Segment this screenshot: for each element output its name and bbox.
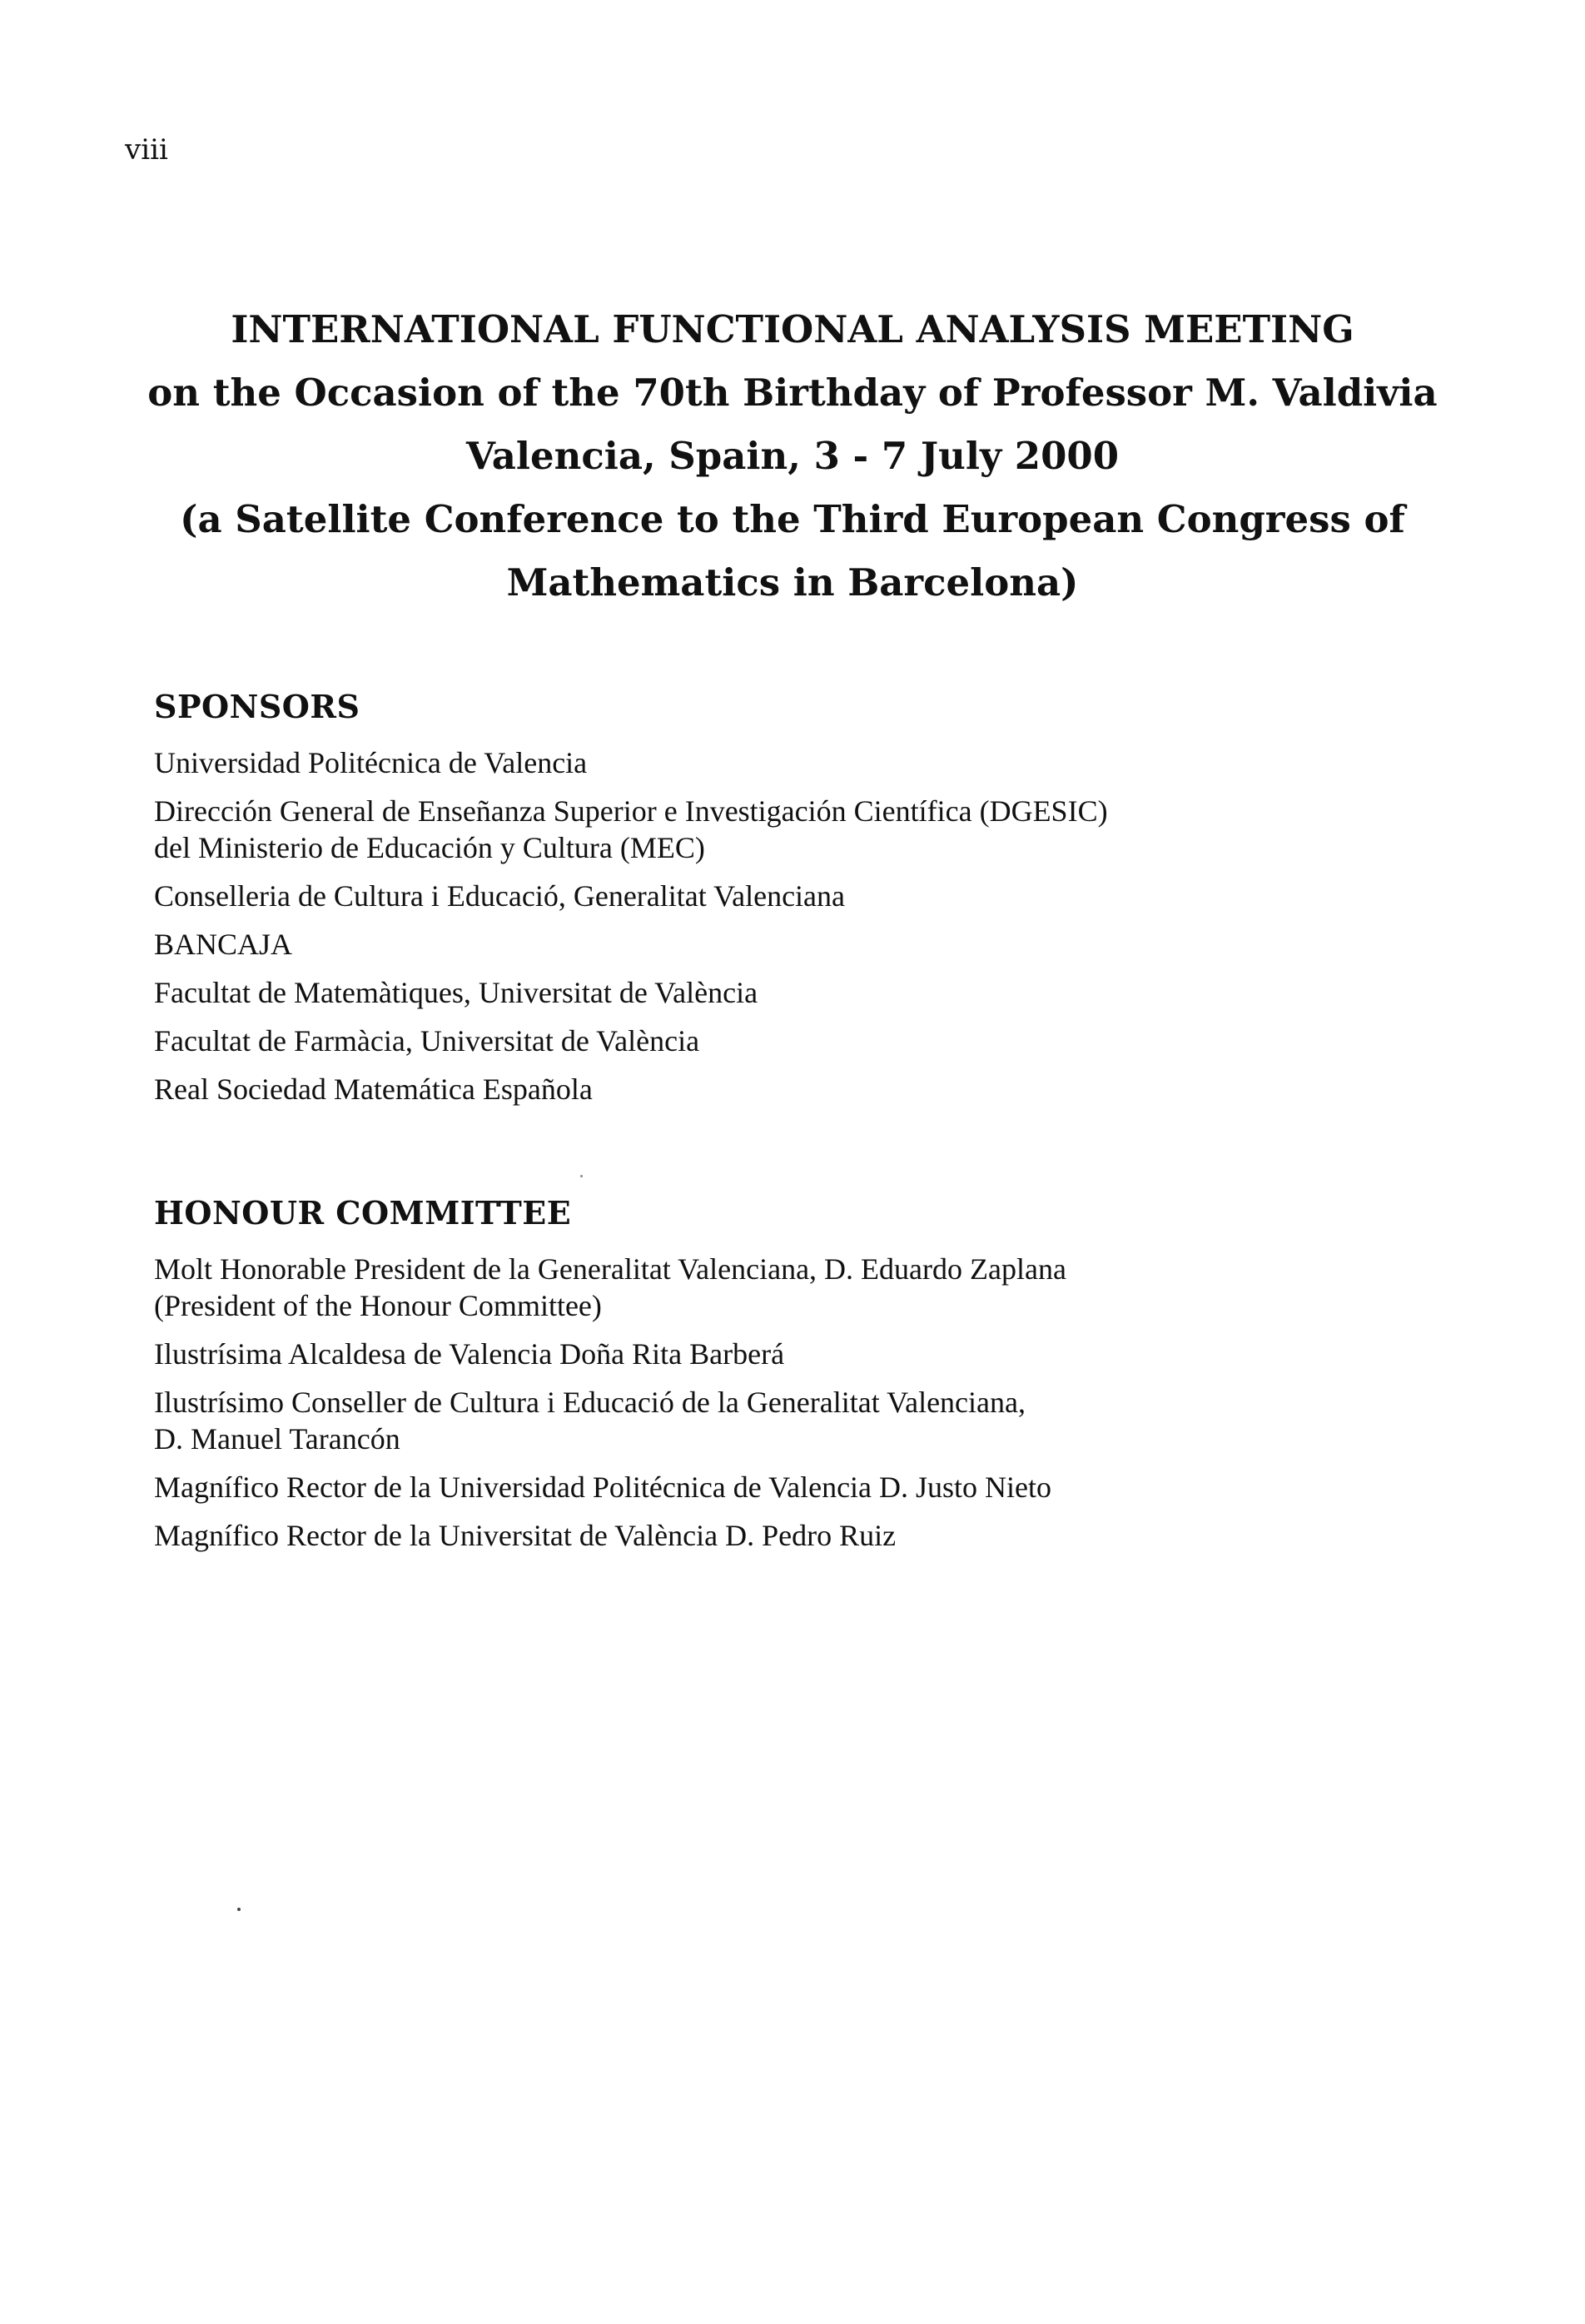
conference-title: INTERNATIONAL FUNCTIONAL ANALYSIS MEETING xyxy=(231,307,1354,351)
committee-member: Molt Honorable President de la Generalitat Valenciana, D. Eduardo Zaplana (President of the Honour Committee) xyxy=(154,1252,1066,1322)
sponsor-item: Conselleria de Cultura i Educació, Generalitat Valenciana xyxy=(154,879,846,913)
page-number: viii xyxy=(125,133,168,167)
honour-committee-section xyxy=(154,1191,1486,1565)
scan-speck xyxy=(237,1908,241,1911)
committee-member: Magnífico Rector de la Universitat de València D. Pedro Ruiz xyxy=(154,1519,897,1552)
conference-satellite-note-line1: (a Satellite Conference to the Third European Congress of xyxy=(180,497,1405,541)
conference-satellite-note-line2: Mathematics in Barcelona) xyxy=(506,560,1079,605)
conference-place-date: Valencia, Spain, 3 - 7 July 2000 xyxy=(465,434,1120,478)
conference-title-block xyxy=(83,298,1502,615)
committee-member: Ilustrísima Alcaldesa de Valencia Doña Rita Barberá xyxy=(154,1337,785,1371)
sponsor-item: BANCAJA xyxy=(154,928,293,961)
honour-committee-heading: HONOUR COMMITTEE xyxy=(154,1194,572,1232)
committee-member: Magnífico Rector de la Universidad Politécnica de Valencia D. Justo Nieto xyxy=(154,1471,1052,1504)
sponsor-item: Real Sociedad Matemática Española xyxy=(154,1072,593,1106)
sponsor-item: Universidad Politécnica de Valencia xyxy=(154,746,588,779)
sponsors-heading: SPONSORS xyxy=(154,688,360,725)
conference-occasion: on the Occasion of the 70th Birthday of Professor M. Valdivia xyxy=(147,371,1438,415)
sponsor-item: Dirección General de Enseñanza Superior e Investigación Científica (DGESIC) del Ministerio de Educación y Cultura (MEC) xyxy=(154,794,1108,864)
sponsor-item: Facultat de Matemàtiques, Universitat de València xyxy=(154,976,758,1009)
committee-member: Ilustrísimo Conseller de Cultura i Educació de la Generalitat Valenciana, D. Manuel Tarancón xyxy=(154,1386,1026,1456)
sponsors-section xyxy=(154,684,1486,1119)
sponsor-item: Facultat de Farmàcia, Universitat de València xyxy=(154,1024,700,1057)
scan-speck xyxy=(580,1175,583,1177)
